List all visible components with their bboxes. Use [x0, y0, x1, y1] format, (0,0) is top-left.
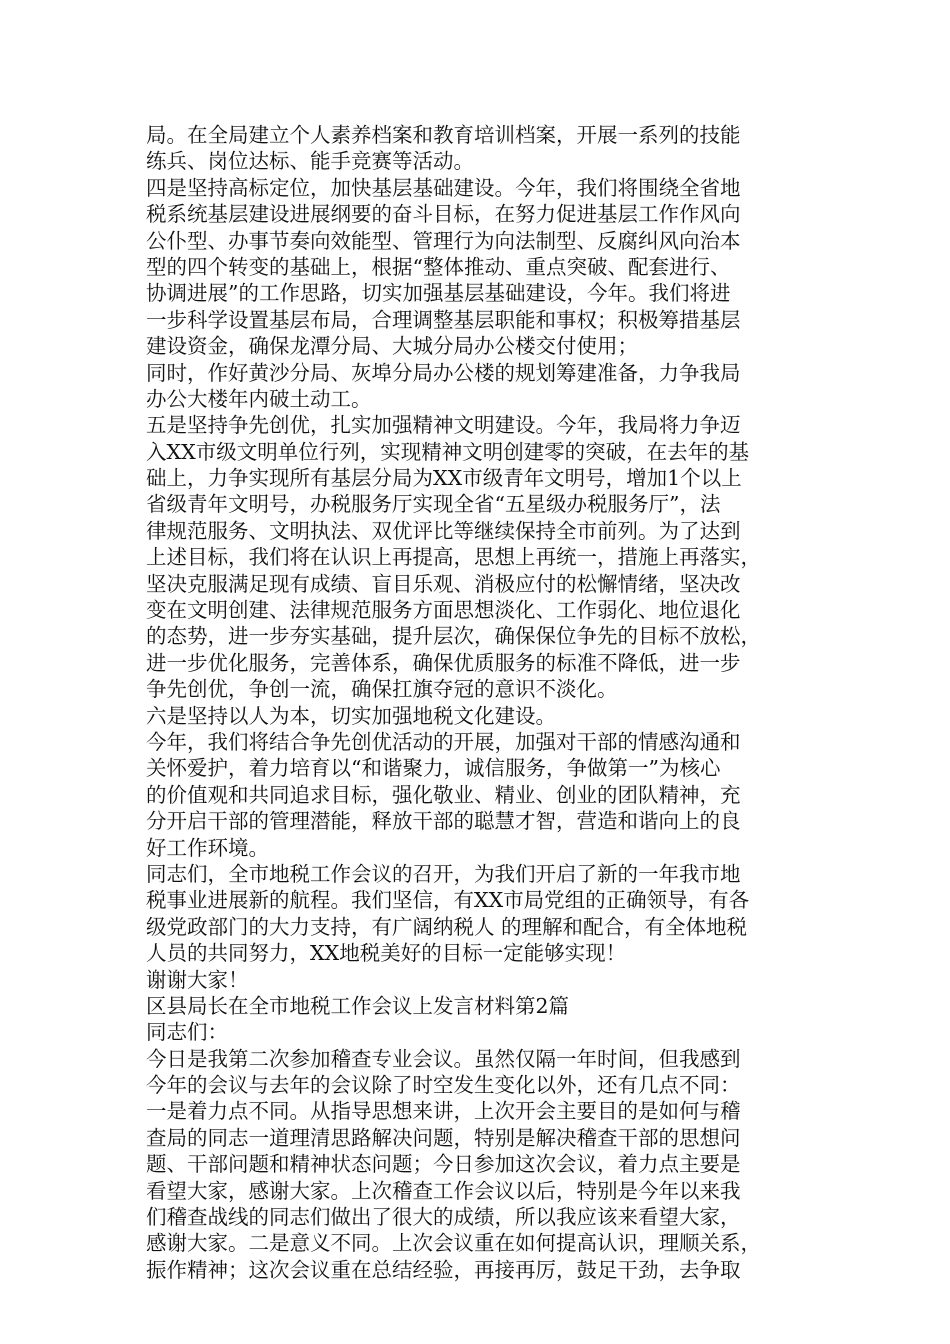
text-line: 局。在全局建立个人素养档案和教育培训档案，开展一系列的技能 — [146, 123, 741, 147]
text-line: 分开启干部的管理潜能，释放干部的聪慧才智，营造和谐向上的良 — [146, 809, 741, 834]
text-line: 一步科学设置基层布局，合理调整基层职能和事权；积极筹措基层 — [146, 307, 741, 332]
text-line: 税事业进展新的航程。我们坚信，有XX市局党组的正确领导，有各 — [146, 888, 750, 913]
text-line: 级党政部门的大力支持，有广阔纳税人 的理解和配合，有全体地税 — [146, 914, 748, 939]
text-line: 省级青年文明号，办税服务厅实现全省“五星级办税服务厅”，法 — [146, 492, 721, 517]
text-line: 们稽查战线的同志们做出了很大的成绩，所以我应该来看望大家， — [146, 1205, 741, 1230]
text-line: 争先创优，争创一流，确保扛旗夺冠的意识不淡化。 — [146, 677, 618, 702]
text-line: 练兵、岗位达标、能手竞赛等活动。 — [146, 149, 474, 174]
document-body — [146, 122, 818, 1283]
text-line: 同志们，全市地税工作会议的召开，为我们开启了新的一年我市地 — [146, 861, 741, 886]
text-line: 关怀爱护，着力培育以“和谐聚力，诚信服务，争做第一”为核心 — [146, 756, 721, 781]
text-line: 看望大家，感谢大家。上次稽查工作会议以后，特别是今年以来我 — [146, 1178, 741, 1203]
text-line: 上述目标，我们将在认识上再提高，思想上再统一，措施上再落实， — [146, 545, 761, 570]
text-line: 五是坚持争先创优，扎实加强精神文明建设。今年，我局将力争迈 — [146, 413, 741, 438]
text-line: 的价值观和共同追求目标，强化敬业、精业、创业的团队精神，充 — [146, 782, 741, 807]
text-line: 律规范服务、文明执法、双优评比等继续保持全市前列。为了达到 — [146, 518, 741, 543]
text-line: 感谢大家。二是意义不同。上次会议重在如何提高认识，理顺关系， — [146, 1231, 761, 1256]
text-line: 税系统基层建设进展纲要的奋斗目标，在努力促进基层工作作风向 — [146, 202, 741, 227]
text-line: 一是着力点不同。从指导思想来讲，上次开会主要目的是如何与稽 — [146, 1099, 741, 1124]
text-line: 同时，作好黄沙分局、灰埠分局办公楼的规划筹建准备，力争我局 — [146, 360, 741, 385]
text-line: 好工作环境。 — [146, 835, 269, 860]
text-line: 协调进展”的工作思路，切实加强基层基础建设，今年。我们将进 — [146, 281, 731, 306]
text-line: 同志们： — [146, 1020, 228, 1045]
text-line: 谢谢大家！ — [146, 967, 249, 992]
text-line: 公仆型、办事节奏向效能型、管理行为向法制型、反腐纠风向治本 — [146, 228, 741, 253]
text-line: 人员的共同努力，XX地税美好的目标一定能够实现！ — [146, 941, 627, 966]
text-line: 坚决克服满足现有成绩、盲目乐观、消极应付的松懈情绪，坚决改 — [146, 571, 741, 596]
text-line: 查局的同志一道理清思路解决问题，特别是解决稽查干部的思想问 — [146, 1125, 741, 1150]
text-line: 区县局长在全市地税工作会议上发言材料第2篇 — [146, 993, 570, 1018]
text-line: 办公大楼年内破土动工。 — [146, 386, 372, 411]
text-line: 变在文明创建、法律规范服务方面思想淡化、工作弱化、地位退化 — [146, 598, 741, 623]
text-line: 振作精神；这次会议重在总结经验，再接再厉，鼓足干劲，去争取 — [146, 1257, 741, 1282]
text-line: 进一步优化服务，完善体系，确保优质服务的标准不降低，进一步 — [146, 650, 741, 675]
text-line: 四是坚持高标定位，加快基层基础建设。今年，我们将围绕全省地 — [146, 175, 741, 200]
text-line: 的态势，进一步夯实基础，提升层次，确保保位争先的目标不放松， — [146, 624, 761, 649]
text-line: 六是坚持以人为本，切实加强地税文化建设。 — [146, 703, 556, 728]
text-line: 础上，力争实现所有基层分局为XX市级青年文明号，增加1个以上 — [146, 466, 742, 491]
text-line: 型的四个转变的基础上，根据“整体推动、重点突破、配套进行、 — [146, 254, 731, 279]
text-line: 建设资金，确保龙潭分局、大城分局办公楼交付使用； — [146, 334, 638, 359]
text-line: 入XX市级文明单位行列，实现精神文明创建零的突破，在去年的基 — [146, 439, 750, 464]
text-line: 题、干部问题和精神状态问题；今日参加这次会议，着力点主要是 — [146, 1152, 741, 1177]
text-line: 今年，我们将结合争先创优活动的开展，加强对干部的情感沟通和 — [146, 729, 741, 754]
text-line: 今日是我第二次参加稽查专业会议。虽然仅隔一年时间，但我感到 — [146, 1046, 741, 1071]
text-line: 今年的会议与去年的会议除了时空发生变化以外，还有几点不同： — [146, 1073, 741, 1098]
